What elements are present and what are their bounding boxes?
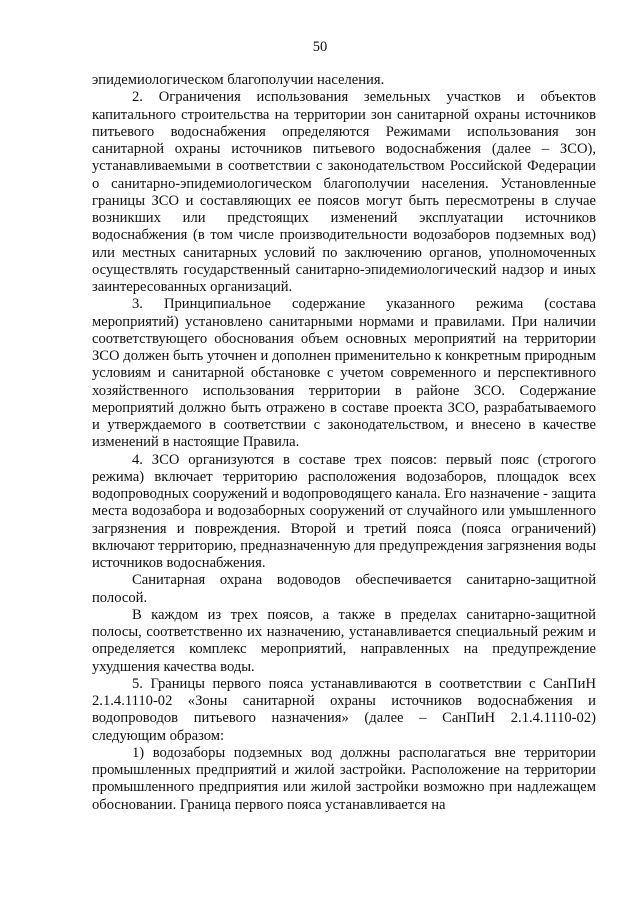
page-number: 50 bbox=[312, 39, 328, 55]
paragraph-item-3: 3. Принципиальное содержание указанного режима (состава мероприятий) установлено санитарными нормами и правилами. При наличии соответствующего обоснования объем основных мероприятий на территории ЗСО должен быть уточнен и дополнен применительно к конкретным природным условиям и санитарной обстановке с учетом современного и перспективного хозяйственного использования территории в районе ЗСО. Содержание мероприятий должно быть отражено в составе проекта ЗСО, разрабатываемого и утверждаемого в соответствии с законодательством, и внесено в качестве изменений в настоящие Правила. bbox=[92, 296, 596, 451]
paragraph-item-2: 2. Ограничения использования земельных участков и объектов капитального строительства на территории зон санитарной охраны источников питьевого водоснабжения определяются Режимами использования зон санитарной охраны источников питьевого водоснабжения (далее – ЗСО), устанавливаемыми в соответствии с законодательством Российской Федерации о санитарно-эпидемиологическом благополучии населения. Установленные границы ЗСО и составляющих ее поясов могут быть пересмотрены в случае возникших или предстоящих изменений эксплуатации источников водоснабжения (в том числе производительности водозаборов подземных вод) или местных санитарных условий по заключению органов, уполномоченных осуществлять государственный санитарно-эпидемиологический надзор и иных заинтересованных организаций. bbox=[92, 89, 596, 295]
paragraph-subitem-1: 1) водозаборы подземных вод должны располагаться вне территории промышленных предприятий и жилой застройки. Расположение на территории промышленного предприятия или жилой застройки возможно при надлежащем обосновании. Граница первого пояса устанавливается на bbox=[92, 744, 596, 813]
paragraph-item-4: 4. ЗСО организуются в составе трех поясов: первый пояс (строгого режима) включает территорию расположения водозаборов, площадок всех водопроводных сооружений и водопроводящего канала. Его назначение - защита места водозабора и водозаборных сооружений от случайного или умышленного загрязнения и повреждения. Второй и третий пояса (пояса ограничений) включают территорию, предназначенную для предупреждения загрязнения воды источников водоснабжения. bbox=[92, 451, 596, 571]
paragraph-item-5: 5. Границы первого пояса устанавливаются в соответствии с СанПиН 2.1.4.1110-02 «Зоны санитарной охраны источников водоснабжения и водопроводов питьевого назначения» (далее – СанПиН 2.1.4.1110-02) следующим образом: bbox=[92, 675, 596, 744]
paragraph-continuation: эпидемиологическом благополучии населения. bbox=[92, 72, 385, 88]
paragraph-water-conduits: Санитарная охрана водоводов обеспечивается санитарно-защитной полосой. bbox=[92, 572, 596, 606]
body-text bbox=[92, 72, 596, 814]
paragraph-zone-regime: В каждом из трех поясов, а также в пределах санитарно-защитной полосы, соответственно их назначению, устанавливается специальный режим и определяется комплекс мероприятий, направленных на предупреждение ухудшения качества воды. bbox=[92, 606, 596, 675]
